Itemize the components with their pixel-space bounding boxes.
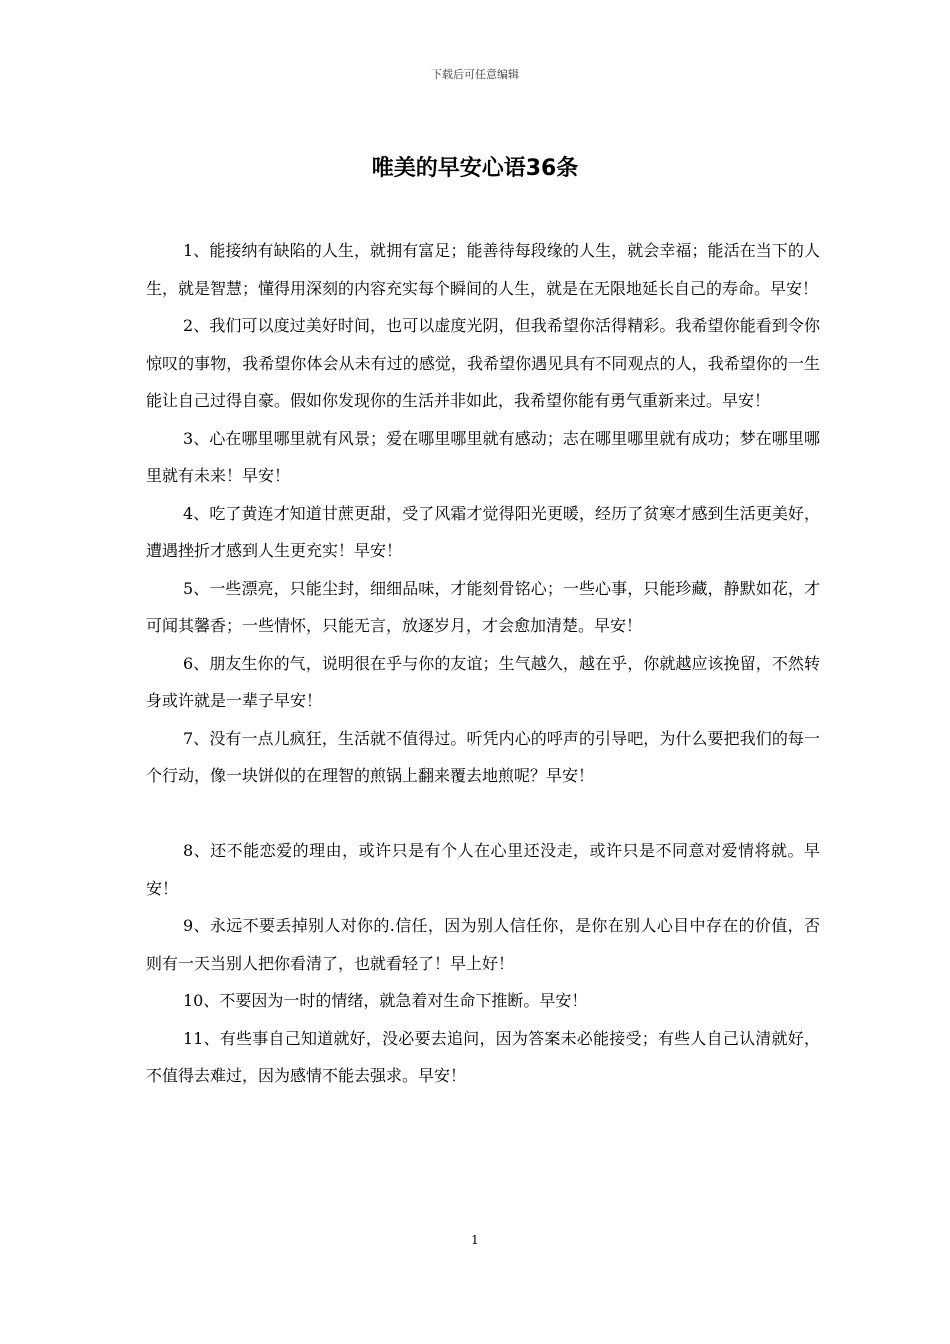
header-note: 下载后可任意编辑: [431, 68, 519, 81]
paragraph-2: 2、我们可以度过美好时间，也可以虚度光阴，但我希望你活得精彩。我希望你能看到令你惊叹的事物，我希望你体会从未有过的感觉，我希望你遇见具有不同观点的人，我希望你的一生能让自己过得自豪。假如你发现你的生活并非如此，我希望你能有勇气重新来过。早安！: [146, 316, 820, 410]
paragraph-10: 10、不要因为一时的情绪，就急着对生命下推断。早安！: [183, 991, 588, 1010]
paragraph-9: 9、永远不要丢掉别人对你的.信任，因为别人信任你，是你在别人心目中存在的价值，否则有一天当别人把你看清了，也就看轻了！早上好！: [146, 916, 820, 973]
document-body: [146, 232, 820, 1095]
paragraph-3: 3、心在哪里哪里就有风景；爱在哪里哪里就有感动；志在哪里哪里就有成功；梦在哪里哪里就有未来！早安！: [146, 428, 820, 485]
document-title: 唯美的早安心语36条: [371, 156, 579, 181]
paragraph-6: 6、朋友生你的气，说明很在乎与你的友谊；生气越久，越在乎，你就越应该挽留，不然转身或许就是一辈子早安！: [146, 653, 820, 710]
page-number: 1: [471, 1233, 479, 1247]
paragraph-8: 8、还不能恋爱的理由，或许只是有个人在心里还没走，或许只是不同意对爱情将就。早安！: [146, 841, 820, 898]
paragraph-7: 7、没有一点儿疯狂，生活就不值得过。听凭内心的呼声的引导吧，为什么要把我们的每一个行动，像一块饼似的在理智的煎锅上翻来覆去地煎呢？早安！: [146, 728, 820, 785]
blank-line: [146, 795, 820, 833]
paragraph-4: 4、吃了黄连才知道甘蔗更甜，受了风霜才觉得阳光更暖，经历了贫寒才感到生活更美好，遭遇挫折才感到人生更充实！早安！: [146, 503, 820, 560]
paragraph-1: 1、能接纳有缺陷的人生，就拥有富足；能善待每段缘的人生，就会幸福；能活在当下的人生，就是智慧；懂得用深刻的内容充实每个瞬间的人生，就是在无限地延长自己的寿命。早安！: [146, 241, 820, 298]
paragraph-11: 11、有些事自己知道就好，没必要去追问，因为答案未必能接受；有些人自己认清就好，不值得去难过，因为感情不能去强求。早安！: [146, 1028, 820, 1085]
paragraph-5: 5、一些漂亮，只能尘封，细细品味，才能刻骨铭心；一些心事，只能珍藏，静默如花，才可闻其馨香；一些情怀，只能无言，放逐岁月，才会愈加清楚。早安！: [146, 578, 820, 635]
